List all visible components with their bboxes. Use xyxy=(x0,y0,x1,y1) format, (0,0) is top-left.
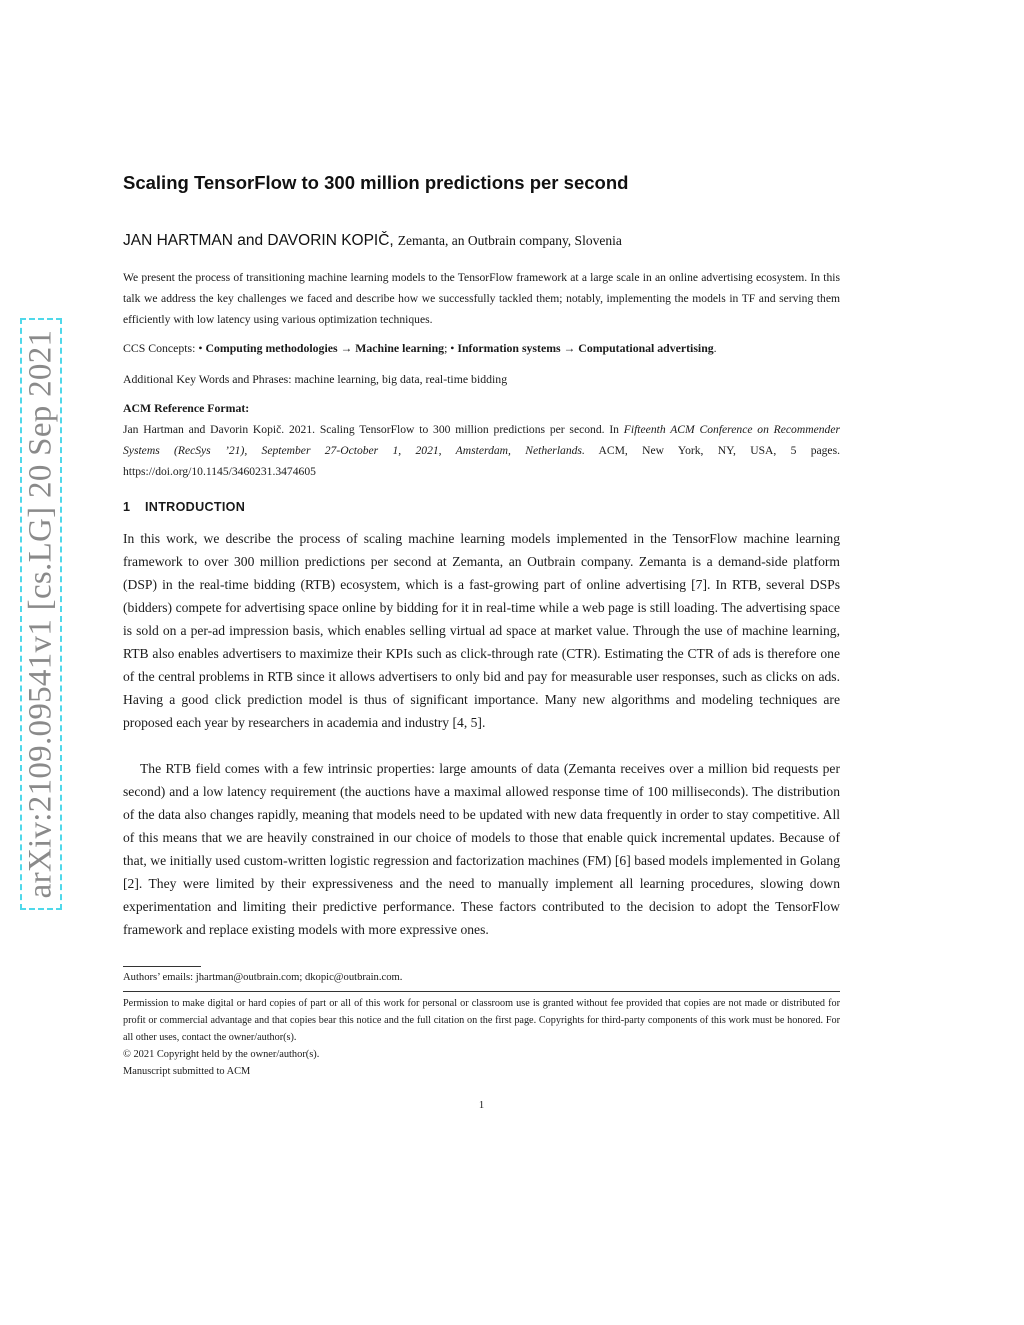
acm-reference-venue: Fifteenth ACM Conference on Recommender Systems (RecSys ’21), September 27-October 1, 2021, Amsterdam, Netherlands. xyxy=(123,423,840,457)
paper-title: Scaling TensorFlow to 300 million predictions per second xyxy=(123,172,629,193)
ccs-prefix: CCS Concepts: xyxy=(123,341,199,355)
footnote-rule xyxy=(123,966,201,967)
body-paragraph-2: The RTB field comes with a few intrinsic properties: large amounts of data (Zemanta receives over a million bid requests per second) and a low latency requirement (the auctions have a maximal allowed response time of 100 milliseconds). The distribution of the data also changes rapidly, meaning that models need to be updated with new data frequently in order to stay competitive. All of this means that we are heavily constrained in our choice of models to those that enable quick incremental updates. Because of that, we initially used custom-written logistic regression and factorization machines (FM) [6] based models implemented in Golang [2]. They were limited by their expressiveness and the need to manually implement all learning procedures, slowing down experimentation and limiting their predictive performance. These factors contributed to the decision to adopt the TensorFlow framework and replace existing models with more expressive ones. xyxy=(123,761,840,937)
author-affiliation: Zemanta, an Outbrain company, Slovenia xyxy=(397,233,622,248)
ccs-separator: ; xyxy=(444,341,451,355)
copyright-notice: © 2021 Copyright held by the owner/author(s). xyxy=(123,1049,320,1060)
ccs-end: . xyxy=(713,341,717,355)
author-line xyxy=(123,232,622,250)
ccs-bullet-2: • xyxy=(450,341,458,355)
ccs-concept-1: Computing methodologies → Machine learning xyxy=(205,341,445,355)
acm-reference-heading: ACM Reference Format: xyxy=(123,401,250,415)
manuscript-note: Manuscript submitted to ACM xyxy=(123,1066,251,1077)
author-names: JAN HARTMAN and DAVORIN KOPIČ, xyxy=(123,232,394,249)
ccs-bullet-1: • xyxy=(198,341,206,355)
permission-rule xyxy=(123,991,840,992)
arxiv-stamp xyxy=(20,318,62,910)
acm-reference-authors: Jan Hartman and Davorin Kopič. 2021. Scaling TensorFlow to 300 million predictions per second. In xyxy=(123,423,624,436)
acm-reference xyxy=(123,419,840,482)
section-title: INTRODUCTION xyxy=(145,500,246,514)
section-number: 1 xyxy=(123,500,131,514)
arxiv-identifier: arXiv:2109.09541v1 [cs.LG] 20 Sep 2021 xyxy=(22,329,59,899)
ccs-concepts xyxy=(123,338,840,359)
keywords: Additional Key Words and Phrases: machine learning, big data, real-time bidding xyxy=(123,372,508,386)
page-number: 1 xyxy=(478,1100,485,1111)
abstract: We present the process of transitioning machine learning models to the TensorFlow framework at a large scale in an online advertising ecosystem. In this talk we address the key challenges we faced and describe how we successfully tackled them; notably, implementing the models in TF and serving them efficiently with low latency using various optimization techniques. xyxy=(123,271,840,326)
section-heading xyxy=(123,500,245,514)
body-paragraph-1: In this work, we describe the process of scaling machine learning models implemented in the TensorFlow machine learning framework to over 300 million predictions per second at Zemanta, an Outbrain company. Zemanta is a demand-side platform (DSP) in the real-time bidding (RTB) ecosystem, which is a fast-growing part of online advertising [7]. In RTB, several DSPs (bidders) compete for advertising space online by bidding for it in real-time while a web page is still loading. The advertising space is sold on a per-ad impression basis, which enables selling virtual ad space at market value. Through the use of machine learning, RTB also enables advertisers to maximize their KPIs such as click-through rate (CTR). Estimating the CTR of ads is therefore one of the central problems in RTB since it allows advertisers to only bid and pay for measurable user responses, such as clicks on ads. Having a good click prediction model is thus of significant importance. Many new algorithms and modeling techniques are proposed each year by researchers in academia and industry [4, 5]. xyxy=(123,531,840,730)
ccs-concept-2: Information systems → Computational advertising xyxy=(457,341,714,355)
permission-notice: Permission to make digital or hard copies of part or all of this work for personal or classroom use is granted without fee provided that copies are not made or distributed for profit or commercial advantage and that copies bear this notice and the full citation on the first page. Copyrights for third-party components of this work must be honored. For all other uses, contact the owner/author(s). xyxy=(123,998,840,1043)
acm-reference-publisher: ACM, New York, NY, USA, 5 pages. https://doi.org/10.1145/3460231.3474605 xyxy=(123,444,840,478)
author-emails-footnote: Authors’ emails: jhartman@outbrain.com; dkopic@outbrain.com. xyxy=(123,972,403,983)
